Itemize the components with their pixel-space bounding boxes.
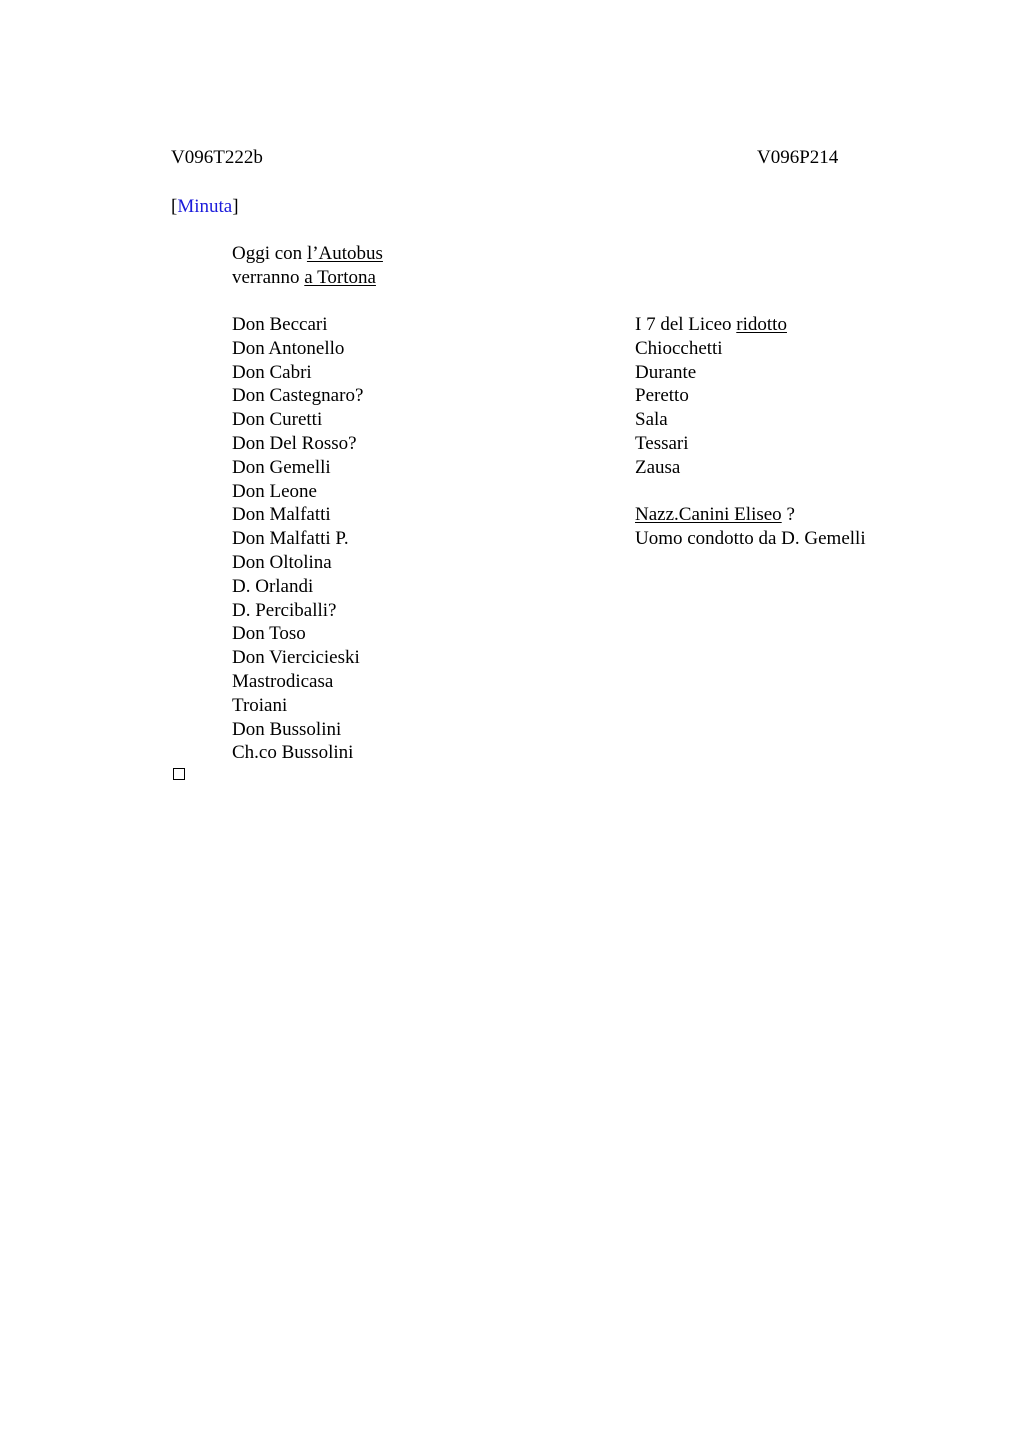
- checkbox-square-icon: [173, 768, 185, 780]
- close-bracket: ]: [232, 196, 239, 217]
- tortona-underlined: a Tortona: [304, 266, 376, 288]
- intro-line-2: verranno a Tortona: [232, 266, 376, 288]
- list-item: Zausa: [635, 456, 681, 478]
- list-item: Don Malfatti: [232, 504, 331, 526]
- list-item: Don Toso: [232, 623, 306, 645]
- document-code-right: V096P214: [757, 147, 839, 168]
- left-name-list: [232, 313, 363, 765]
- list-item: Don Leone: [232, 480, 317, 502]
- list-item: Chiocchetti: [635, 337, 723, 359]
- uomo-condotto-note: Uomo condotto da D. Gemelli: [635, 528, 866, 550]
- list-item: D. Orlandi: [232, 575, 314, 597]
- minuta-label: [171, 195, 239, 219]
- list-item: Peretto: [635, 385, 689, 407]
- list-item: Don Curetti: [232, 409, 323, 431]
- list-item: Don Malfatti P.: [232, 528, 349, 550]
- ridotto-underlined: ridotto: [736, 314, 787, 335]
- list-item: Don Del Rosso?: [232, 432, 357, 454]
- list-item: Don Viercicieski: [232, 647, 360, 669]
- intro-text: [232, 242, 383, 290]
- list-item: Ch.co Bussolini: [232, 742, 354, 764]
- open-bracket: [: [171, 196, 178, 217]
- list-item: Don Bussolini: [232, 718, 342, 740]
- right-name-list: [635, 313, 866, 551]
- nazz-canini-note: Nazz.Canini Eliseo ?: [635, 504, 795, 526]
- autobus-underlined: l’Autobus: [306, 243, 383, 264]
- list-item: Mastrodicasa: [232, 670, 334, 692]
- list-item: Sala: [635, 409, 668, 431]
- minuta-link[interactable]: Minuta: [177, 196, 233, 217]
- list-item: D. Perciballi?: [232, 599, 337, 621]
- intro-line-1: Oggi con l’Autobus: [232, 243, 383, 264]
- list-item: Durante: [635, 361, 697, 383]
- list-item: Don Cabri: [232, 361, 312, 383]
- list-item: Don Castegnaro?: [232, 385, 364, 407]
- list-item: Don Antonello: [232, 337, 345, 359]
- list-item: Don Gemelli: [232, 456, 331, 478]
- list-item: Don Beccari: [232, 314, 328, 335]
- liceo-heading: I 7 del Liceo ridotto: [635, 314, 787, 335]
- list-item: Tessari: [635, 432, 689, 454]
- document-code-left: V096T222b: [171, 147, 263, 168]
- list-item: Don Oltolina: [232, 551, 332, 573]
- nazz-canini-underlined: Nazz.Canini Eliseo: [635, 504, 782, 526]
- list-item: Troiani: [232, 694, 288, 716]
